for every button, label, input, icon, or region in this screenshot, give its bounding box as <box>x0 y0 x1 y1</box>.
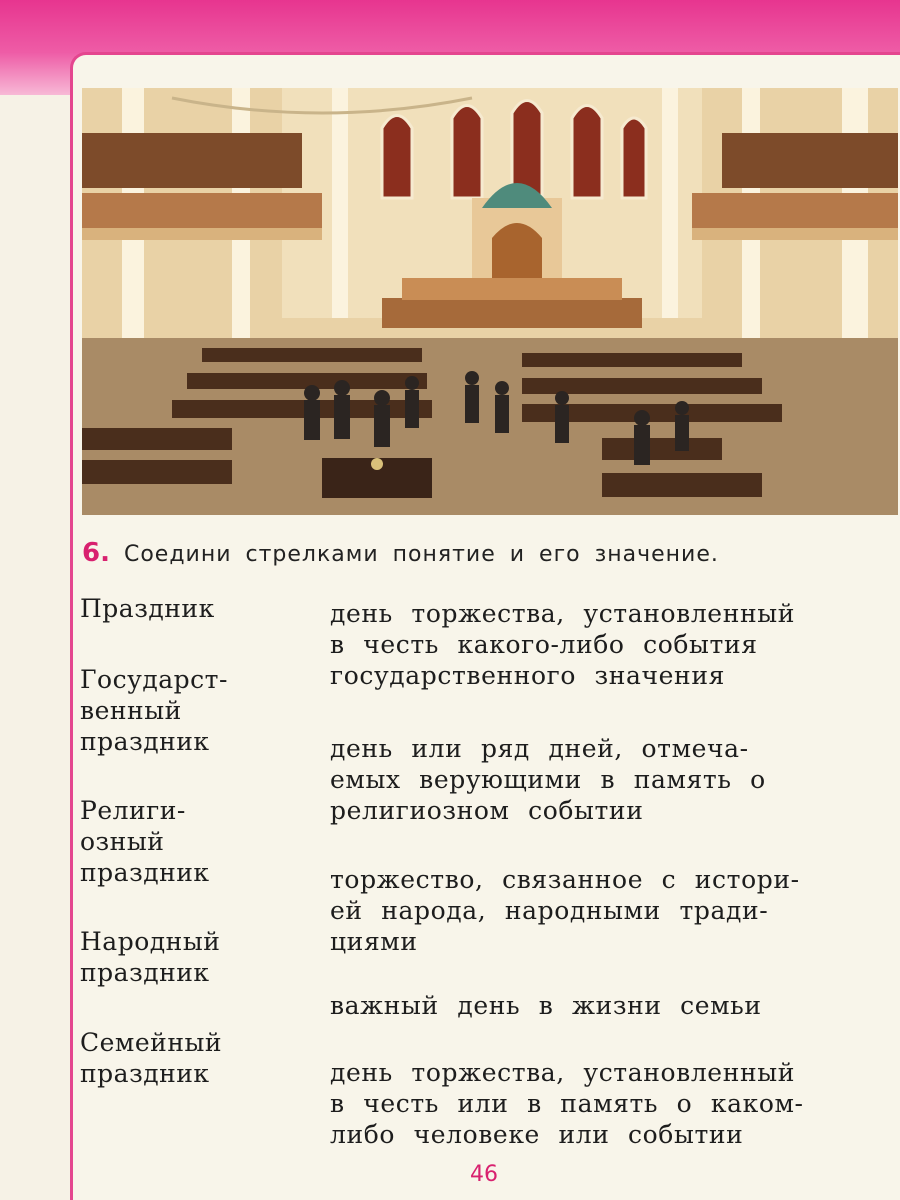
meaning-folk-history: торжество, связанное с истори- ей народа, народными тради- циями <box>330 865 800 956</box>
meaning-person-event: день торжества, установленный в честь или в память о каком- либо человеке или событии <box>330 1058 804 1149</box>
meaning-state-event: день торжества, установленный в честь какого-либо события государственного значения <box>330 599 795 690</box>
term-state-holiday: Государст- венный праздник <box>80 665 228 756</box>
task-text: Соедини стрелками понятие и его значение. <box>123 542 719 567</box>
term-family-holiday: Семейный праздник <box>80 1028 223 1088</box>
term-holiday: Праздник <box>80 594 215 623</box>
meaning-religious-event: день или ряд дней, отмеча- емых верующими в память о религиозном событии <box>330 734 766 825</box>
synagogue-interior-photo <box>82 88 898 515</box>
meaning-family-day: важный день в жизни семьи <box>330 991 762 1020</box>
term-folk-holiday: Народный праздник <box>80 927 221 987</box>
page-number: 46 <box>470 1162 498 1187</box>
task-number: 6. <box>82 538 110 568</box>
task-heading <box>82 538 882 578</box>
term-religious-holiday: Религи- озный праздник <box>80 796 210 887</box>
